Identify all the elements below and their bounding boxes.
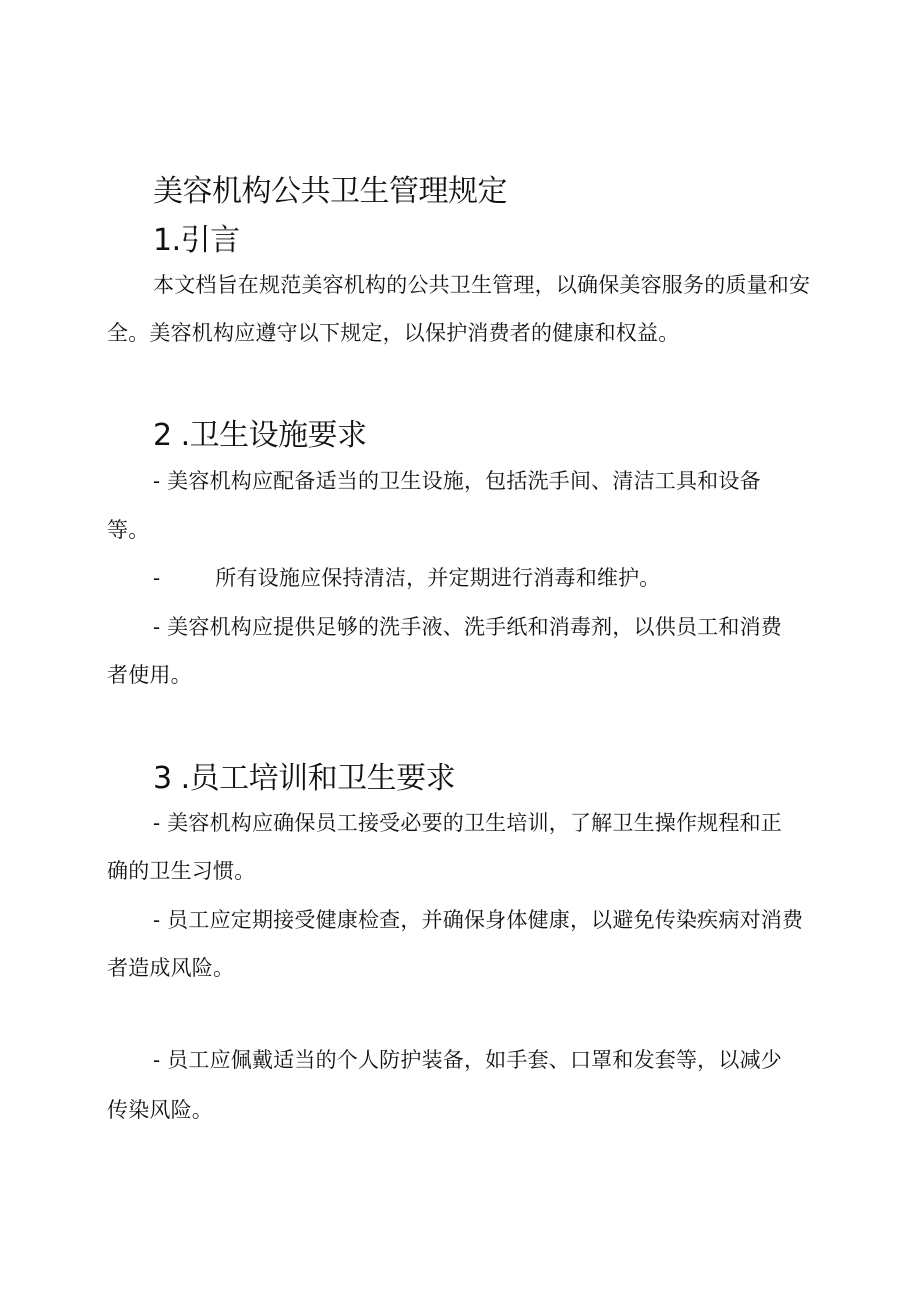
- section-heading-facilities: 2 .卫生设施要求: [153, 418, 367, 453]
- list-item-line: - 员工应佩戴适当的个人防护装备，如手套、口罩和发套等，以减少: [153, 1048, 782, 1072]
- list-item-line: 者造成风险。: [107, 956, 235, 980]
- list-item-line: - 所有设施应保持清洁，并定期进行消毒和维护。: [153, 566, 661, 590]
- list-item-line: - 美容机构应提供足够的洗手液、洗手纸和消毒剂，以供员工和消费: [153, 615, 782, 639]
- list-item-line: - 员工应定期接受健康检查，并确保身体健康，以避免传染疾病对消费: [153, 908, 804, 932]
- paragraph-line: 本文档旨在规范美容机构的公共卫生管理，以确保美容服务的质量和安: [153, 273, 811, 297]
- list-item-line: 等。: [107, 518, 150, 542]
- list-item-line: - 美容机构应配备适当的卫生设施，包括洗手间、清洁工具和设备: [153, 469, 761, 493]
- list-item-line: 者使用。: [107, 663, 192, 687]
- paragraph-line: 全。美容机构应遵守以下规定，以保护消费者的健康和权益。: [107, 321, 680, 345]
- list-item-line: - 美容机构应确保员工接受必要的卫生培训，了解卫生操作规程和正: [153, 811, 782, 835]
- section-heading-introduction: 1.引言: [153, 223, 240, 258]
- list-item-line: 确的卫生习惯。: [107, 859, 256, 883]
- list-item-line: 传染风险。: [107, 1098, 213, 1122]
- document-title: 美容机构公共卫生管理规定: [153, 174, 507, 209]
- section-heading-staff-training: 3 .员工培训和卫生要求: [153, 761, 456, 796]
